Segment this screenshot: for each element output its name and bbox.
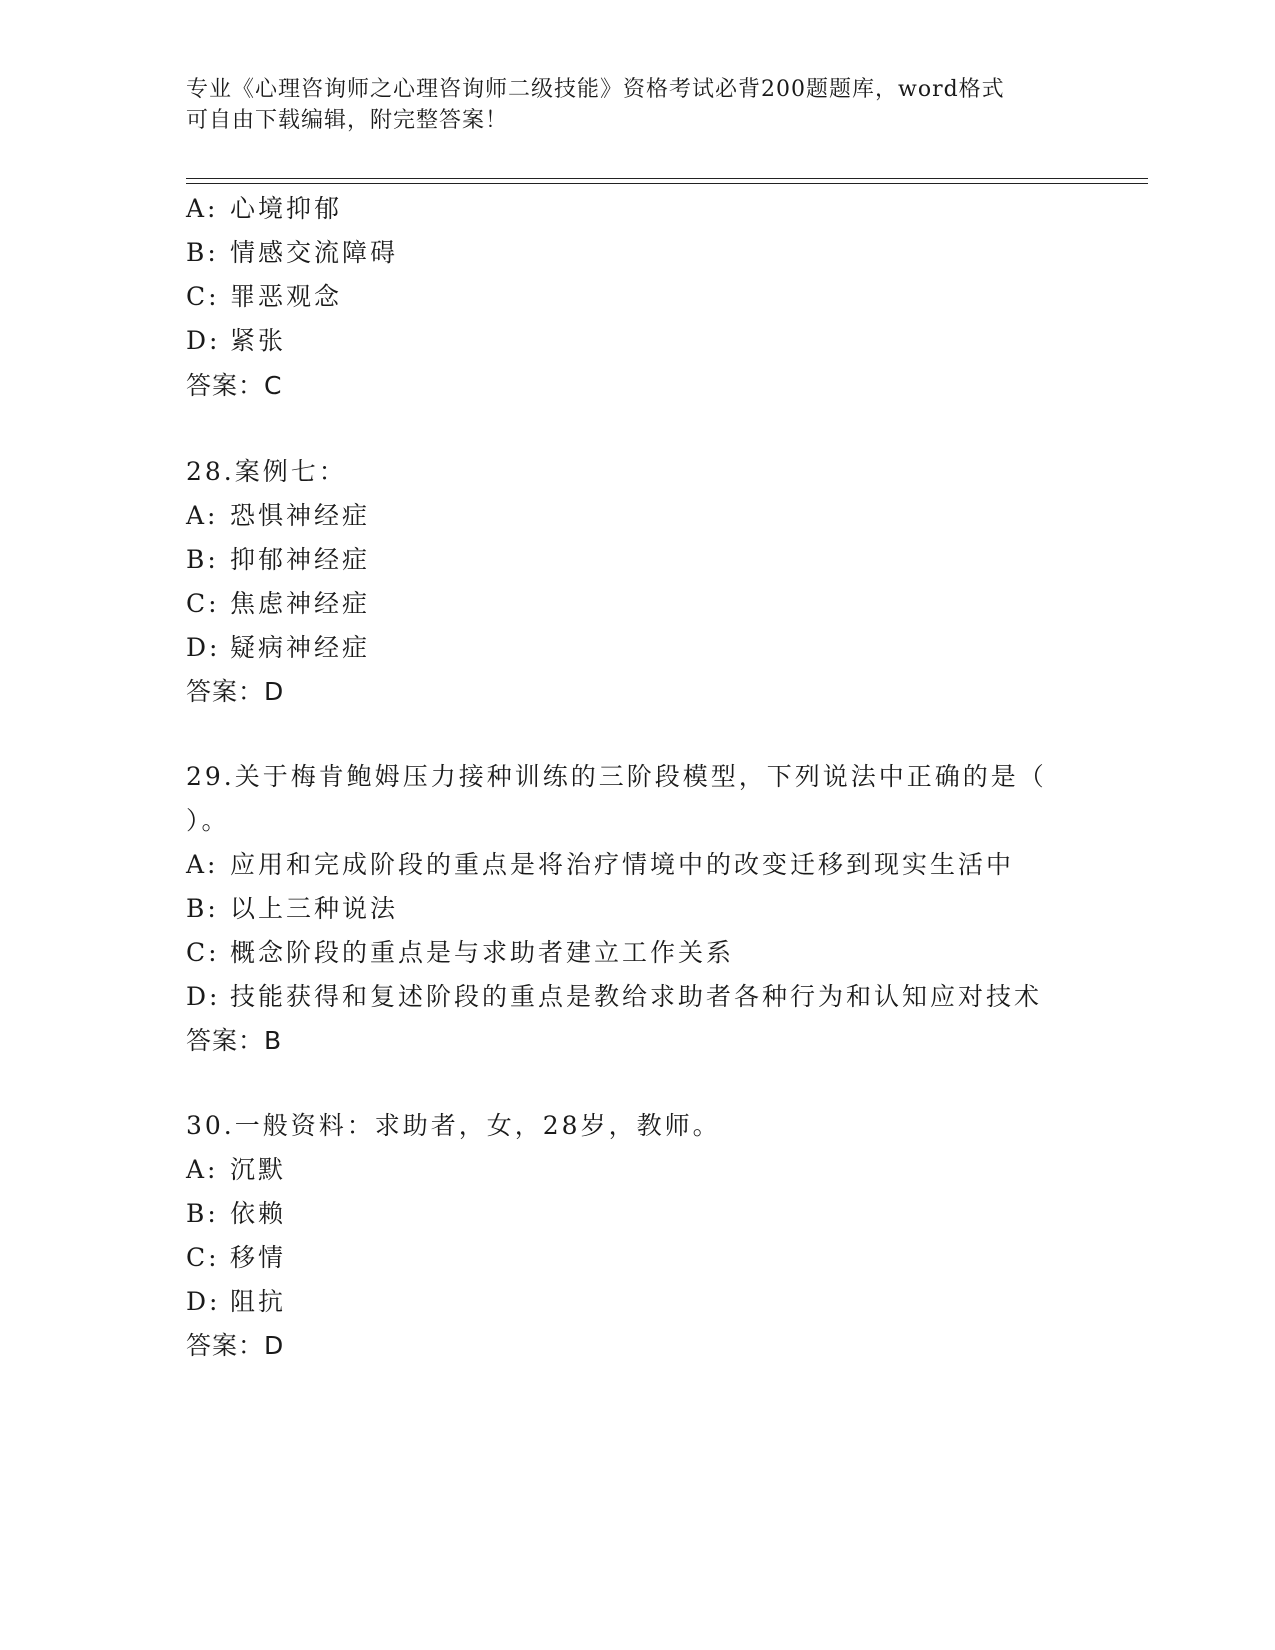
document-header	[186, 74, 1066, 136]
q28-option-d: D: 疑病神经症	[186, 633, 371, 662]
q29-stem-line-1: 29.关于梅肯鲍姆压力接种训练的三阶段模型，下列说法中正确的是（	[186, 762, 1047, 791]
q27-option-c: C: 罪恶观念	[186, 282, 343, 311]
q30-option-c: C: 移情	[186, 1243, 287, 1272]
q28-stem: 28.案例七：	[186, 457, 347, 486]
q30-option-b: B: 依赖	[186, 1199, 287, 1228]
q29-answer: 答案：B	[186, 1026, 283, 1055]
q27-option-d: D: 紧张	[186, 326, 287, 355]
q29-option-b: B: 以上三种说法	[186, 894, 399, 923]
q30-answer: 答案：D	[186, 1331, 285, 1360]
q27-option-b: B: 情感交流障碍	[186, 238, 399, 267]
header-divider-bottom	[186, 183, 1148, 184]
q27-option-a: A: 心境抑郁	[186, 194, 343, 223]
q30-option-a: A: 沉默	[186, 1155, 287, 1184]
q28-option-c: C: 焦虑神经症	[186, 589, 371, 618]
q29-option-a: A: 应用和完成阶段的重点是将治疗情境中的改变迁移到现实生活中	[186, 850, 1015, 879]
header-line-2: 可自由下载编辑，附完整答案！	[186, 108, 509, 133]
q30-option-d: D: 阻抗	[186, 1287, 287, 1316]
q28-option-a: A: 恐惧神经症	[186, 501, 371, 530]
q27-answer: 答案：C	[186, 371, 283, 400]
q29-option-d: D: 技能获得和复述阶段的重点是教给求助者各种行为和认知应对技术	[186, 982, 1043, 1011]
header-divider-top	[186, 178, 1148, 179]
q29-option-c: C: 概念阶段的重点是与求助者建立工作关系	[186, 938, 735, 967]
header-line-1: 专业《心理咨询师之心理咨询师二级技能》资格考试必背200题题库，word格式	[186, 77, 1005, 102]
q30-stem: 30.一般资料：求助者，女，28岁，教师。	[186, 1111, 721, 1140]
q29-stem-line-2: ）。	[186, 806, 230, 835]
q28-answer: 答案：D	[186, 677, 285, 706]
q28-option-b: B: 抑郁神经症	[186, 545, 371, 574]
